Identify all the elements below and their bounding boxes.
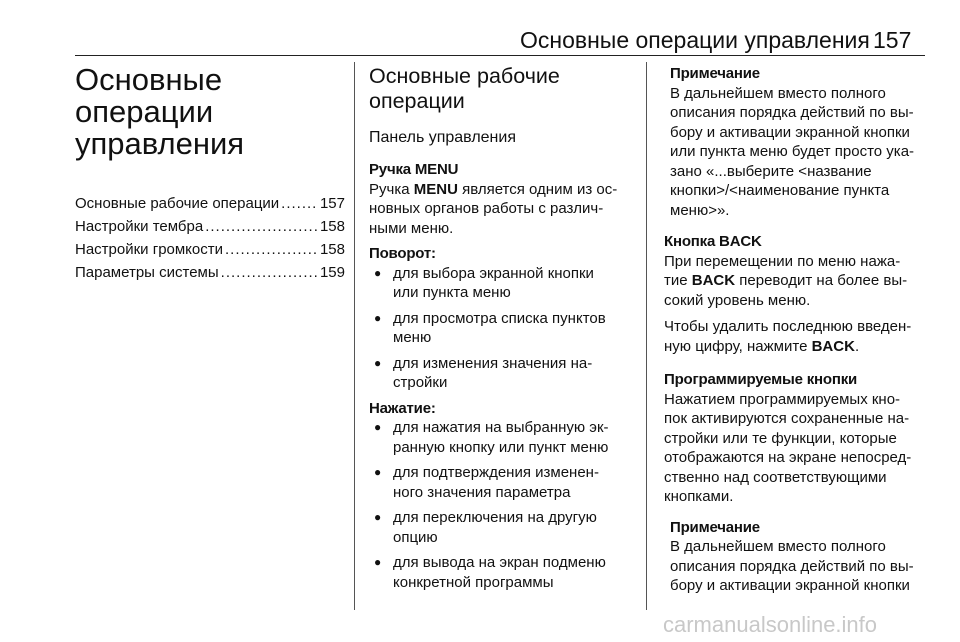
press-list	[369, 418, 641, 592]
note-text: В дальнейшем вместо полного описания порядка действий по вы- бору и активации экранной кнопки	[670, 538, 914, 594]
running-header-title: Основные операции управления	[520, 27, 870, 53]
menu-knob-heading: Ручка MENU	[369, 161, 459, 178]
softkeys-text: Нажатием программируемых кно- пок активируются сохраненные на- стройки или те функции, которые отображаются на экране непосред- ственно над соответствующими кнопками.	[664, 390, 912, 505]
page-number: 157	[873, 27, 912, 53]
list-item: ● для нажатия на выбранную эк- ранную кнопку или пункт меню	[369, 418, 641, 457]
turn-heading: Поворот:	[369, 245, 436, 262]
back-button-text-2: Чтобы удалить последнюю введен- ную цифру, нажмите BACK.	[664, 318, 912, 355]
table-of-contents	[75, 192, 345, 284]
toc-entry[interactable]: Основные рабочие операции ..... 157	[75, 192, 345, 215]
note-text: В дальнейшем вместо полного описания порядка действий по вы- бору и активации экранной кнопки или пункта меню будет просто ука- зано «...выберите <название кнопки>/<наименование пункта меню>».	[670, 84, 915, 219]
softkeys-heading: Программируемые кнопки	[664, 371, 858, 388]
column-divider-1	[354, 62, 355, 610]
column-3	[664, 64, 928, 596]
turn-list	[369, 264, 641, 393]
back-button-text: При перемещении по меню нажа- тие BACK переводит на более вы- сокий уровень меню.	[664, 252, 908, 309]
column-1	[75, 64, 345, 284]
list-item: ● для подтверждения изменен- ного значения параметра	[369, 463, 641, 502]
column-2	[369, 64, 641, 598]
press-heading: Нажатие:	[369, 399, 436, 417]
list-item: ● для просмотра списка пунктов меню	[369, 309, 641, 348]
toc-entry[interactable]: Настройки тембра ..... 158	[75, 215, 345, 238]
note-heading: Примечание	[670, 65, 760, 82]
note-heading: Примечание	[670, 518, 760, 536]
subsection-title: Панель управления	[369, 129, 516, 146]
chapter-title: Основные операции управления	[75, 62, 245, 161]
toc-entry[interactable]: Параметры системы ..... 159	[75, 261, 345, 284]
toc-entry[interactable]: Настройки громкости ..... 158	[75, 238, 345, 261]
list-item: ● для выбора экранной кнопки или пункта меню	[369, 264, 641, 303]
header-rule	[75, 55, 925, 56]
watermark: carmanualsonline.info	[663, 612, 878, 637]
list-item: ● для переключения на другую опцию	[369, 508, 641, 547]
back-button-heading: Кнопка BACK	[664, 233, 762, 250]
list-item: ● для вывода на экран подменю конкретной программы	[369, 553, 641, 592]
menu-knob-text: Ручка MENU является одним из ос- новных органов работы с различ- ными меню.	[369, 180, 618, 237]
note-2	[664, 518, 928, 596]
column-divider-2	[646, 62, 647, 610]
list-item: ● для изменения значения на- стройки	[369, 354, 641, 393]
note-1	[664, 64, 928, 220]
section-title: Основные рабочие операции	[369, 64, 560, 113]
